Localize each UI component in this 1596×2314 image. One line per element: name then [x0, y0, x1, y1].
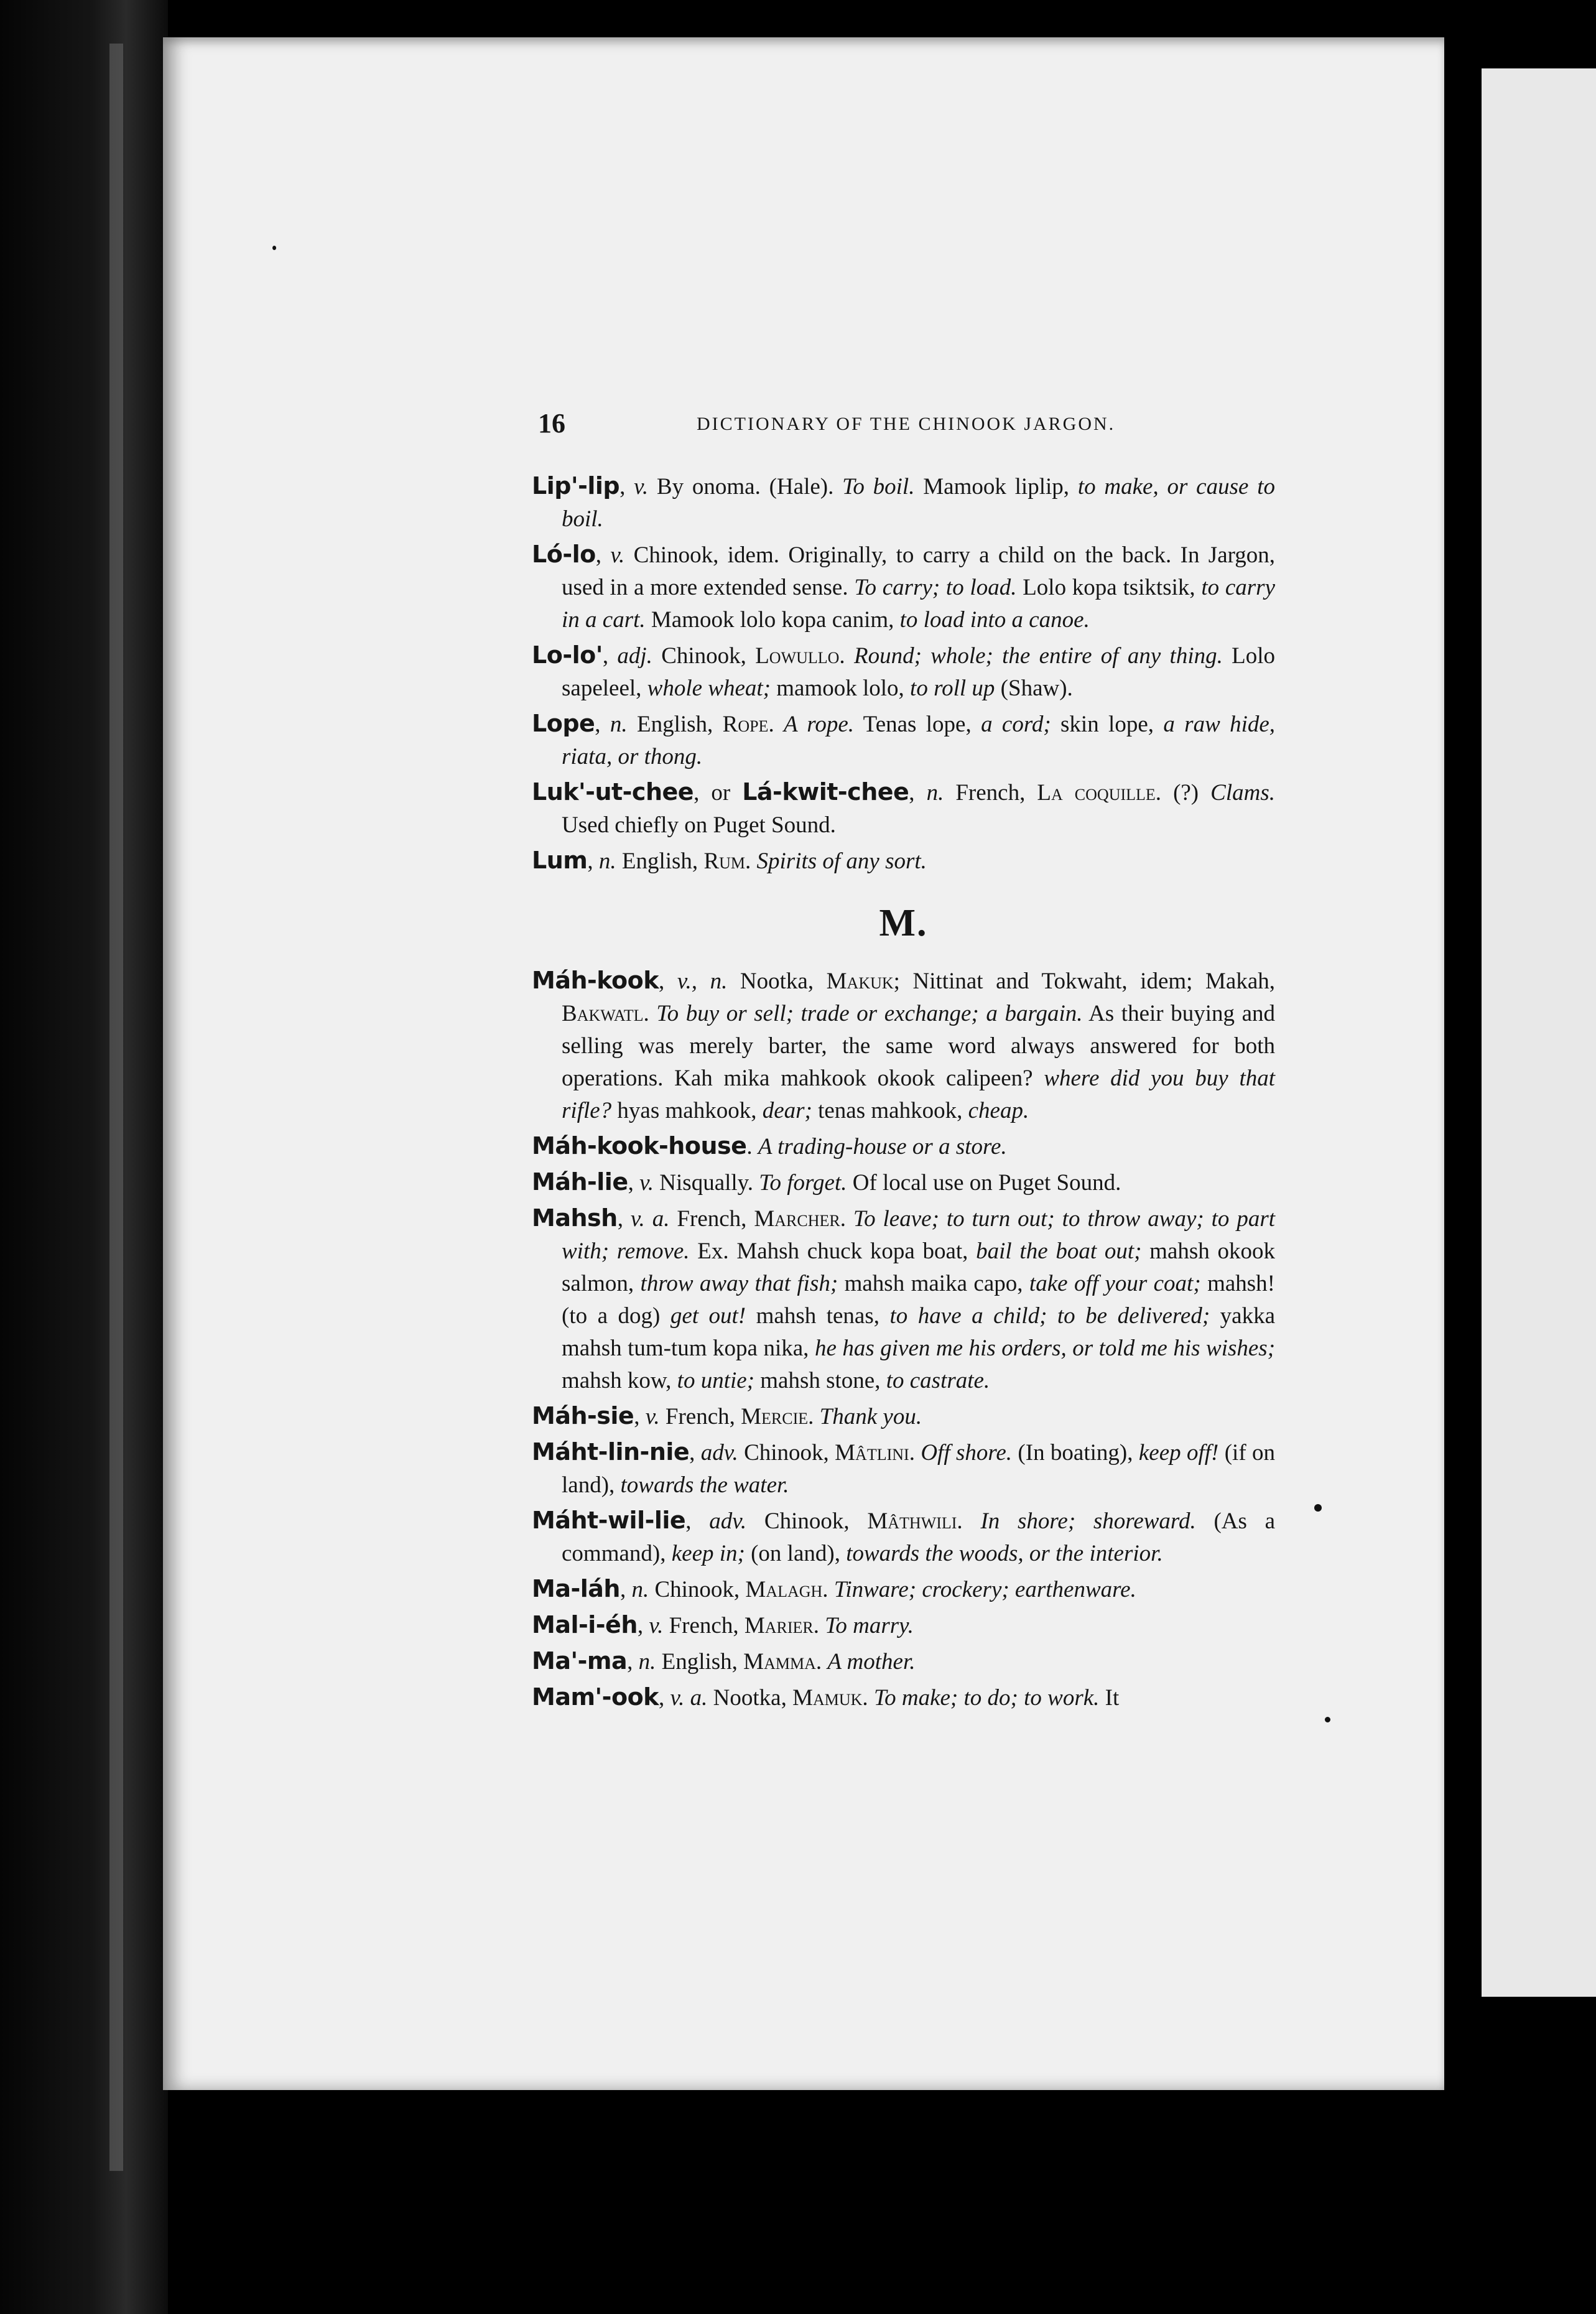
entry-text: Of local use on Puget Sound.: [852, 1170, 1121, 1196]
page-number: 16: [538, 408, 565, 439]
headword: Mam'-ook: [532, 1683, 659, 1711]
part-of-speech: adj.: [617, 643, 652, 669]
part-of-speech: v. a.: [630, 1206, 670, 1232]
definition: a cord;: [981, 712, 1051, 737]
entry-text: (As a command),: [562, 1508, 1276, 1566]
entry-text: Mamook lolo kopa canim,: [651, 607, 894, 633]
entry-text: Chinook,: [764, 1508, 850, 1534]
definition: to make, or cause to boil.: [562, 474, 1276, 532]
dictionary-entry: Lo-lo', adj. Chinook, Lowullo. Round; whole; the entire of any thing. Lolo sapeleel, whole wheat; mamook lolo, to roll up (Shaw).: [532, 641, 1276, 701]
headword: Ma-láh: [532, 1575, 620, 1602]
dictionary-entry: Luk'-ut-chee, or Lá-kwit-chee, n. French, La coquille. (?) Clams. Used chiefly on Puget Sound.: [532, 778, 1275, 838]
definition: To leave; to turn out; to throw away; to part with; remove.: [562, 1206, 1276, 1264]
entry-text: French,: [955, 780, 1026, 806]
section-letter: M.: [879, 902, 928, 944]
entry-text: Lolo kopa tsiktsik,: [1023, 575, 1195, 600]
page-text: [358, 407, 1278, 1717]
definition: Tinware; crockery; earthenware.: [833, 1577, 1136, 1602]
etymon: Malagh.: [745, 1577, 828, 1602]
part-of-speech: adv.: [709, 1508, 747, 1534]
part-of-speech: n.: [598, 848, 616, 874]
entry-text: Nisqually.: [659, 1170, 754, 1196]
definition: dear;: [762, 1098, 812, 1123]
dictionary-entries: [532, 470, 1275, 1714]
definition: to load into a canoe.: [899, 607, 1090, 633]
entry-text: Nootka,: [740, 969, 814, 994]
definition: to have a child; to be delivered;: [889, 1303, 1210, 1329]
headword: Lum: [532, 847, 588, 874]
entry-text: mahsh maika capo,: [844, 1271, 1023, 1296]
entry-text: Chinook,: [654, 1577, 740, 1602]
entry-text: French,: [677, 1206, 747, 1232]
headword: Luk'-ut-chee: [532, 778, 694, 806]
etymon: Mamuk.: [792, 1685, 868, 1711]
etymon: Rope.: [722, 712, 774, 737]
definition: cheap.: [968, 1098, 1029, 1123]
part-of-speech: n.: [638, 1649, 656, 1675]
headword: Ma'-ma: [532, 1647, 628, 1675]
definition: A rope.: [784, 712, 854, 737]
headword: Máh-kook: [532, 967, 659, 994]
paper-speck: [1314, 1504, 1322, 1512]
definition: towards the water.: [620, 1472, 789, 1498]
part-of-speech: v. a.: [670, 1685, 708, 1711]
definition: a raw hide, riata, or thong.: [562, 712, 1276, 769]
definition: he has given me his orders, or told me his wishes;: [814, 1336, 1276, 1361]
dictionary-entry: Lope, n. English, Rope. A rope. Tenas lope, a cord; skin lope, a raw hide, riata, or thong.: [532, 710, 1276, 769]
entry-text: English,: [661, 1649, 738, 1675]
entry-text: tenas mahkook,: [818, 1098, 963, 1123]
dictionary-entry: Máh-sie, v. French, Mercie. Thank you.: [532, 1402, 922, 1429]
running-head: DICTIONARY OF THE CHINOOK JARGON.: [697, 414, 1116, 434]
headword: Máh-kook-house: [532, 1132, 747, 1159]
entry-text: Used chiefly on Puget Sound.: [562, 812, 836, 838]
headword: Máh-sie: [532, 1402, 634, 1429]
entry-text: English,: [636, 712, 713, 737]
binding-edge: [109, 44, 123, 2171]
headword: Máh-lie: [532, 1168, 628, 1196]
entry-text: mamook lolo,: [776, 676, 904, 701]
etymon: Lowullo.: [755, 643, 845, 669]
entry-text: hyas mahkook,: [617, 1098, 757, 1123]
entry-text: English,: [621, 848, 698, 874]
entry-text: It: [1105, 1685, 1120, 1711]
dictionary-entry: Ma-láh, n. Chinook, Malagh. Tinware; crockery; earthenware.: [532, 1575, 1136, 1602]
part-of-speech: v.: [649, 1613, 664, 1638]
headword: Lo-lo': [532, 641, 603, 669]
definition: throw away that fish;: [640, 1271, 838, 1296]
headword: Mahsh: [532, 1204, 618, 1232]
definition: A trading-house or a store.: [758, 1134, 1007, 1159]
definition: Round; whole; the entire of any thing.: [853, 643, 1223, 669]
entry-text: (on land),: [751, 1541, 840, 1566]
part-of-speech: v.: [639, 1170, 654, 1196]
entry-text: (Shaw).: [1000, 676, 1073, 701]
entry-text: Tenas lope,: [863, 712, 972, 737]
part-of-speech: adv.: [700, 1440, 738, 1466]
entry-text: (if on land),: [562, 1440, 1275, 1498]
part-of-speech: n.: [926, 780, 944, 806]
entry-text: mahsh tenas,: [756, 1303, 879, 1329]
etymon: Mâthwili.: [867, 1508, 963, 1534]
definition: To marry.: [825, 1613, 914, 1638]
definition: Thank you.: [819, 1404, 922, 1429]
entry-text: Ex. Mahsh chuck kopa boat,: [697, 1238, 968, 1264]
etymon: Mamma.: [743, 1649, 822, 1675]
etymon: La coquille.: [1037, 780, 1162, 806]
part-of-speech: v.: [645, 1404, 660, 1429]
part-of-speech: n.: [631, 1577, 649, 1602]
entry-text: mahsh kow,: [562, 1368, 672, 1393]
paper-speck: [1325, 1717, 1330, 1722]
entry-text: French,: [665, 1404, 735, 1429]
definition: To buy or sell; trade or exchange; a bargain.: [656, 1001, 1083, 1026]
dictionary-entry: Ma'-ma, n. English, Mamma. A mother.: [532, 1647, 916, 1675]
definition: towards the woods, or the interior.: [846, 1541, 1163, 1566]
dictionary-entry: Máh-kook, v., n. Nootka, Makuk; Nittinat and Tokwaht, idem; Makah, Bakwatl. To buy or sell; trade or exchange; a bargain. As their buying and selling was merely barter, the same word always answered for both operations. Kah mika mahkook okook calipeen? where did you buy that rifle? hyas mahkook, dear; tenas mahkook, cheap.: [532, 967, 1276, 1123]
dictionary-entry: Máht-lin-nie, adv. Chinook, Mâtlini. Off shore. (In boating), keep off! (if on land), towards the water.: [532, 1438, 1275, 1498]
entry-text: Lolo sapeleel,: [562, 643, 1276, 701]
dictionary-entry: Máht-wil-lie, adv. Chinook, Mâthwili. In shore; shoreward. (As a command), keep in; (on land), towards the woods, or the interior.: [532, 1507, 1276, 1566]
headword: Máht-lin-nie: [532, 1438, 690, 1466]
dictionary-entry: Ló-lo, v. Chinook, idem. Originally, to carry a child on the back. In Jargon, used in a more extended sense. To carry; to load. Lolo kopa tsiktsik, to carry in a cart. Mamook lolo kopa canim, to load into a canoe.: [532, 541, 1276, 633]
dictionary-entry: Lum, n. English, Rum. Spirits of any sort.: [532, 847, 927, 874]
definition: To forget.: [759, 1170, 847, 1196]
definition: A mother.: [827, 1649, 916, 1675]
entry-text: skin lope,: [1060, 712, 1154, 737]
headword-variant: Lá-kwit-chee: [742, 778, 909, 806]
dictionary-entry: Mahsh, v. a. French, Marcher. To leave; to turn out; to throw away; to part with; remove. Ex. Mahsh chuck kopa boat, bail the boat out; mahsh okook salmon, throw away that fish; mahsh maika capo, take off your coat; mahsh! (to a dog) get out! mahsh tenas, to have a child; to be delivered; yakka mahsh tum-tum kopa nika, he has given me his orders, or told me his wishes; mahsh kow, to untie; mahsh stone, to castrate.: [532, 1204, 1276, 1393]
definition: keep in;: [671, 1541, 745, 1566]
part-of-speech: v., n.: [677, 969, 728, 994]
definition: To carry; to load.: [854, 575, 1017, 600]
entry-text: Mamook liplip,: [923, 474, 1070, 500]
definition: to untie;: [677, 1368, 755, 1393]
etymon: Mercie.: [741, 1404, 814, 1429]
dictionary-entry: Mal-i-éh, v. French, Marier. To marry.: [532, 1611, 914, 1638]
entry-text: Nittinat and Tokwaht, idem; Makah,: [912, 969, 1275, 994]
definition: To boil.: [842, 474, 915, 500]
part-of-speech: n.: [610, 712, 628, 737]
entry-text: Nootka,: [713, 1685, 787, 1711]
etymon: Marier.: [744, 1613, 819, 1638]
dictionary-entry: Mam'-ook, v. a. Nootka, Mamuk. To make; to do; to work. It: [532, 1683, 1120, 1711]
definition: Off shore.: [921, 1440, 1013, 1466]
entry-text: yakka mahsh tum-tum kopa nika,: [562, 1303, 1276, 1361]
definition: get out!: [670, 1303, 746, 1329]
entry-text: Chinook,: [661, 643, 746, 669]
etymon: Makuk;: [826, 969, 900, 994]
entry-text: mahsh! (to a dog): [562, 1271, 1276, 1329]
headword: Máht-wil-lie: [532, 1507, 686, 1534]
page-header: [358, 407, 1278, 447]
definition: keep off!: [1138, 1440, 1219, 1466]
etymon: Mâtlini.: [835, 1440, 915, 1466]
definition: Clams.: [1210, 780, 1275, 806]
entry-text: By onoma. (Hale).: [656, 474, 834, 500]
definition: Spirits of any sort.: [756, 848, 927, 874]
entry-text: mahsh stone,: [760, 1368, 881, 1393]
entry-text: (In boating),: [1018, 1440, 1133, 1466]
entry-text: or: [711, 780, 731, 806]
facing-page-edge: [1482, 68, 1596, 1997]
headword: Mal-i-éh: [532, 1611, 638, 1638]
definition: to castrate.: [886, 1368, 990, 1393]
definition: where did you buy that rifle?: [562, 1066, 1276, 1123]
etymon: Bakwatl.: [562, 1001, 649, 1026]
entry-text: mahsh okook salmon,: [562, 1238, 1275, 1296]
definition: take off your coat;: [1029, 1271, 1201, 1296]
dictionary-entry: Lip'-lip, v. By onoma. (Hale). To boil. Mamook liplip, to make, or cause to boil.: [532, 472, 1276, 532]
definition: whole wheat;: [647, 676, 771, 701]
definition: In shore; shoreward.: [980, 1508, 1196, 1534]
entry-text: (?): [1173, 780, 1199, 806]
dictionary-entry: Máh-kook-house. A trading-house or a store.: [532, 1132, 1007, 1159]
dictionary-entry: Máh-lie, v. Nisqually. To forget. Of local use on Puget Sound.: [532, 1168, 1121, 1196]
headword: Lip'-lip: [532, 472, 620, 500]
headword: Lope: [532, 710, 595, 737]
definition: To make; to do; to work.: [873, 1685, 1100, 1711]
paper-speck: [272, 246, 276, 250]
part-of-speech: v.: [634, 474, 649, 500]
part-of-speech: v.: [610, 542, 625, 568]
headword: Ló-lo: [532, 541, 596, 568]
etymon: Rum.: [703, 848, 751, 874]
definition: bail the boat out;: [976, 1238, 1142, 1264]
entry-text: As their buying and selling was merely barter, the same word always answered for both operations. Kah mika mahkook okook calipeen?: [562, 1001, 1276, 1091]
book-spine-shadow: [0, 0, 168, 2314]
entry-text: French,: [669, 1613, 739, 1638]
etymon: Marcher.: [754, 1206, 846, 1232]
definition: to carry in a cart.: [562, 575, 1276, 633]
definition: to roll up: [910, 676, 995, 701]
entry-text: Chinook,: [744, 1440, 829, 1466]
entry-text: Chinook, idem. Originally, to carry a child on the back. In Jargon, used in a more extended sense.: [562, 542, 1276, 600]
